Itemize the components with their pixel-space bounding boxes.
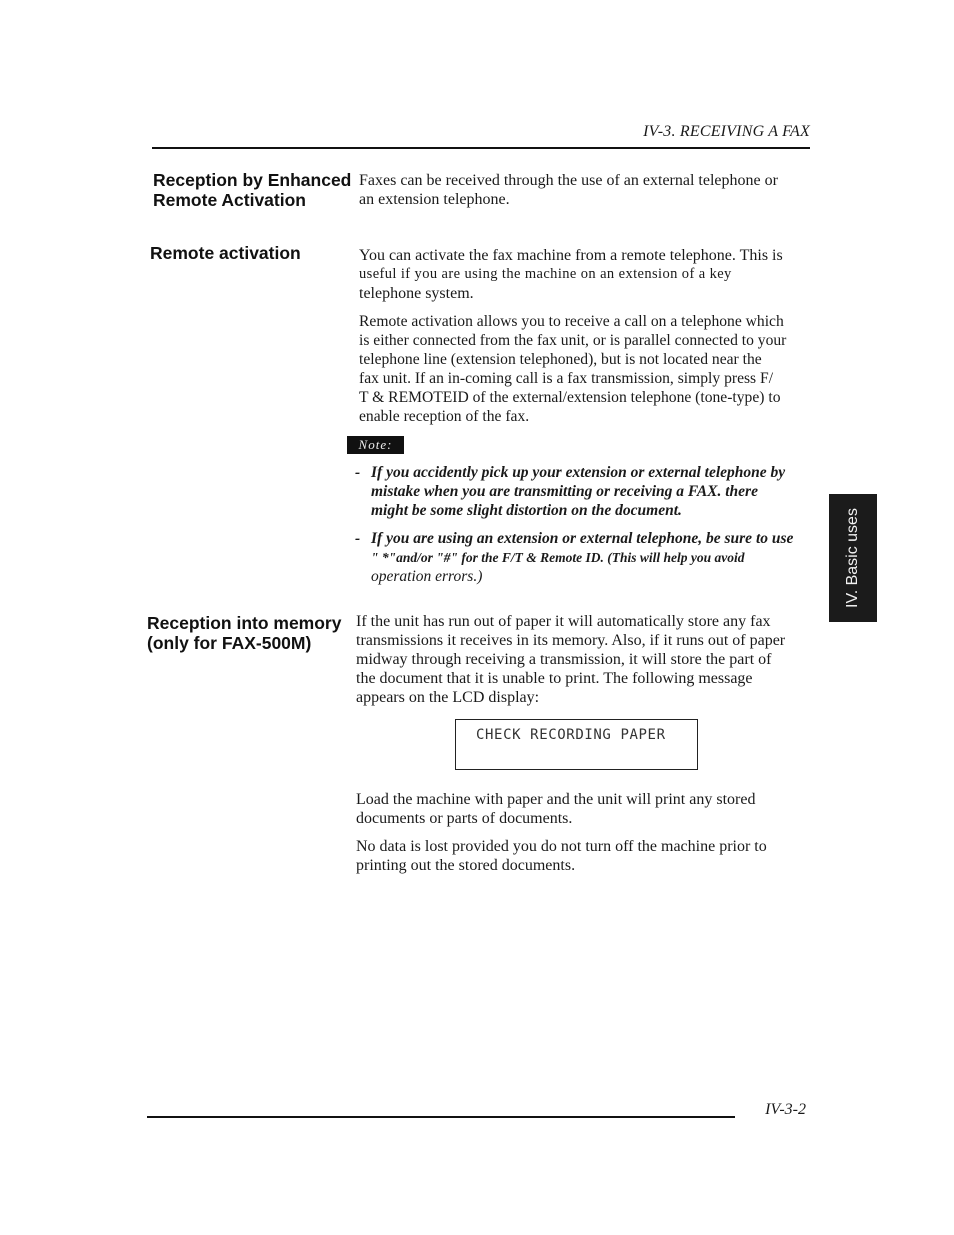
text-line: an extension telephone. xyxy=(359,191,510,208)
header-rule xyxy=(152,147,810,149)
text-line: telephone line (extension telephoned), but is not located near the xyxy=(359,351,762,368)
text-line: You can activate the fax machine from a remote telephone. This is xyxy=(359,247,783,264)
heading-line: Reception into memory xyxy=(147,613,342,633)
text-line: " *"and/or "#" for the F/T & Remote ID. (This will help you avoid xyxy=(371,550,745,565)
heading-line: Remote Activation xyxy=(153,190,306,210)
paragraph-remote-2 xyxy=(359,312,819,426)
text-line: No data is lost provided you do not turn off the machine prior to xyxy=(356,838,767,855)
text-line: Remote activation allows you to receive a call on a telephone which xyxy=(359,313,784,330)
text-line: operation errors.) xyxy=(371,568,483,585)
text-line: If you are using an extension or external telephone, be sure to use xyxy=(371,530,794,547)
text-line: the document that it is unable to print. The following message xyxy=(356,670,753,687)
heading-line: (only for FAX-500M) xyxy=(147,633,312,653)
text-line: transmissions it receives in its memory. Also, if it runs out of paper xyxy=(356,632,786,649)
heading-remote-activation: Remote activation xyxy=(150,243,301,263)
note-item-1 xyxy=(355,463,816,520)
text-line: midway through receiving a transmission, it will store the part of xyxy=(356,651,772,668)
bullet-dash: - xyxy=(355,530,361,547)
lcd-display-box xyxy=(455,719,698,770)
lcd-message: CHECK RECORDING PAPER xyxy=(476,727,666,743)
text-line: enable reception of the fax. xyxy=(359,408,530,425)
text-line: might be some slight distortion on the document. xyxy=(371,502,682,519)
text-line: mistake when you are transmitting or receiving a FAX. there xyxy=(371,483,758,500)
heading-line: Reception by Enhanced xyxy=(153,170,352,190)
chapter-side-tab xyxy=(829,494,877,622)
paragraph-memory-1 xyxy=(356,612,816,707)
note-item-2 xyxy=(355,529,816,586)
paragraph-enhanced-intro xyxy=(359,171,819,209)
text-line: If the unit has run out of paper it will automatically store any fax xyxy=(356,613,771,630)
text-line: is either connected from the fax unit, or is parallel connected to your xyxy=(359,332,787,349)
text-line: printing out the stored documents. xyxy=(356,857,576,874)
text-line: appears on the LCD display: xyxy=(356,689,540,706)
bullet-dash: - xyxy=(355,464,361,481)
section-header-title: IV-3. RECEIVING A FAX xyxy=(643,123,810,140)
heading-enhanced-remote-activation xyxy=(153,170,353,210)
paragraph-remote-1 xyxy=(359,246,819,303)
heading-reception-into-memory xyxy=(147,613,352,653)
footer-rule xyxy=(147,1116,735,1118)
paragraph-memory-3 xyxy=(356,837,816,875)
text-line: useful if you are using the machine on an extension of a key xyxy=(359,266,732,282)
text-line: Faxes can be received through the use of an external telephone or xyxy=(359,172,778,189)
text-line: T & REMOTEID of the external/extension telephone (tone-type) to xyxy=(359,389,781,406)
text-line: If you accidently pick up your extension or external telephone by xyxy=(371,464,786,481)
text-line: telephone system. xyxy=(359,285,474,302)
text-line: fax unit. If an in-coming call is a fax transmission, simply press F/ xyxy=(359,370,774,387)
text-line: documents or parts of documents. xyxy=(356,810,573,827)
chapter-side-tab-label: IV. Basic uses xyxy=(844,508,861,608)
page-number: IV-3-2 xyxy=(765,1101,806,1118)
text-line: Load the machine with paper and the unit will print any stored xyxy=(356,791,756,808)
note-label: Note: xyxy=(347,436,404,454)
paragraph-memory-2 xyxy=(356,790,816,828)
